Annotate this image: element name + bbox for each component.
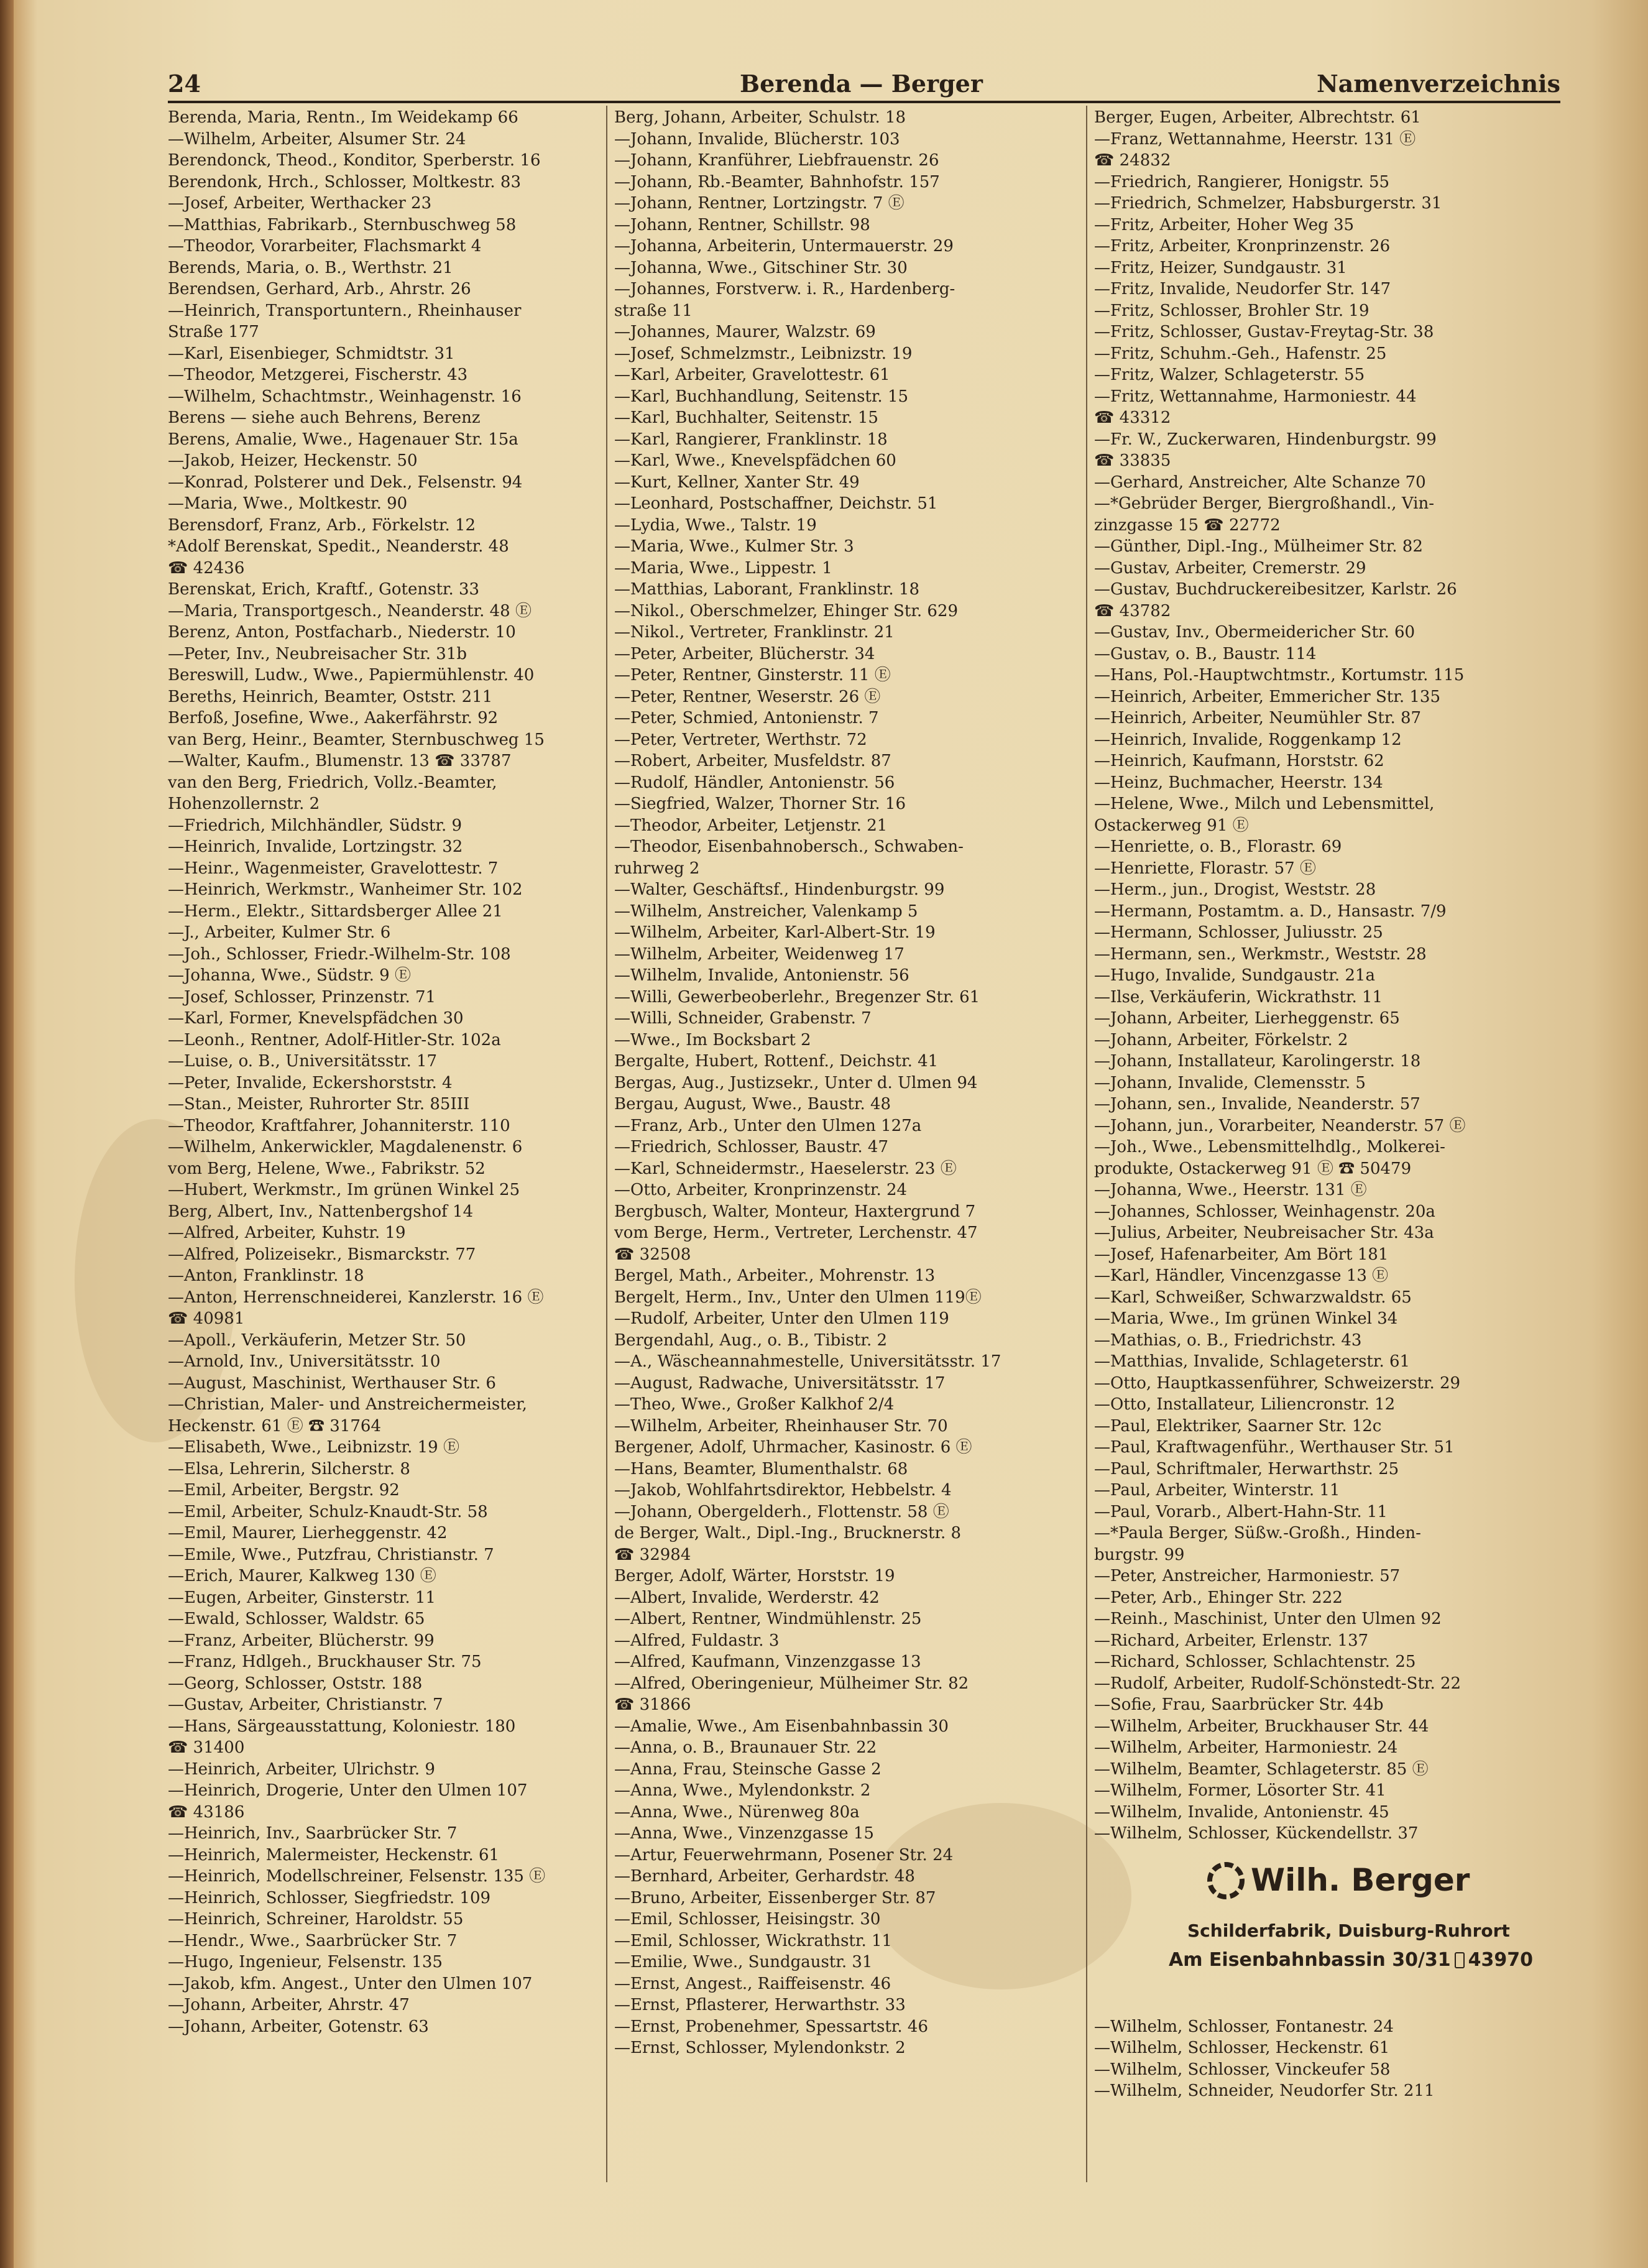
directory-entry: ☎ 32508 xyxy=(614,1245,691,1264)
directory-entry: de Berger, Walt., Dipl.-Ing., Brucknerstr. 8 xyxy=(614,1524,962,1542)
directory-entry: —Johanna, Wwe., Südstr. 9 Ⓔ xyxy=(168,966,411,985)
directory-entry: —Artur, Feuerwehrmann, Posener Str. 24 xyxy=(614,1845,954,1865)
directory-entry: —Helene, Wwe., Milch und Lebensmittel, xyxy=(1094,795,1435,813)
directory-entry: —Johannes, Schlosser, Weinhagenstr. 20a xyxy=(1094,1202,1435,1221)
column-1 xyxy=(168,107,647,2037)
page-number: 24 xyxy=(168,70,201,98)
directory-entry: —Alfred, Kaufmann, Vinzenzgasse 13 xyxy=(614,1653,921,1671)
directory-entry: —Ernst, Pflasterer, Herwarthstr. 33 xyxy=(614,1996,906,2014)
directory-entry: —Heinrich, Invalide, Roggenkamp 12 xyxy=(1094,730,1402,749)
directory-entry: —Alfred, Polizeisekr., Bismarckstr. 77 xyxy=(168,1245,476,1264)
directory-entry: —Peter, Arb., Ehinger Str. 222 xyxy=(1094,1588,1343,1607)
page-header xyxy=(168,66,1560,102)
directory-entry: —Wilhelm, Schachtmstr., Weinhagenstr. 16 xyxy=(168,387,522,406)
directory-entry: Berendonk, Hrch., Schlosser, Moltkestr. 83 xyxy=(168,172,522,191)
directory-entry: —Herm., Elektr., Sittardsberger Allee 21 xyxy=(168,901,503,921)
directory-entry: —Leonh., Rentner, Adolf-Hitler-Str. 102a xyxy=(168,1030,501,1049)
directory-entry: —Bernhard, Arbeiter, Gerhardstr. 48 xyxy=(614,1867,915,1886)
directory-entry: Berg, Johann, Arbeiter, Schulstr. 18 xyxy=(614,108,906,127)
directory-entry: —Karl, Buchhandlung, Seitenstr. 15 xyxy=(614,387,909,406)
directory-entry: —Anton, Herrenschneiderei, Kanzlerstr. 16 Ⓔ xyxy=(168,1288,544,1307)
directory-entry: ☎ 42436 xyxy=(168,558,245,578)
directory-entry: —Franz, Arb., Unter den Ulmen 127a xyxy=(614,1116,922,1135)
directory-entry: —Robert, Arbeiter, Musfeldstr. 87 xyxy=(614,752,891,770)
directory-entry: Bergendahl, Aug., o. B., Tibistr. 2 xyxy=(614,1330,888,1350)
directory-entry: —Georg, Schlosser, Oststr. 188 xyxy=(168,1674,423,1693)
directory-entry: —Johann, Rentner, Lortzingstr. 7 Ⓔ xyxy=(614,194,905,213)
directory-entry: Bergelt, Herm., Inv., Unter den Ulmen 119Ⓔ xyxy=(614,1288,982,1307)
directory-entry: —Fritz, Walzer, Schlageterstr. 55 xyxy=(1094,366,1365,384)
directory-entry: —August, Maschinist, Werthauser Str. 6 xyxy=(168,1373,496,1393)
directory-entry: —Wilhelm, Arbeiter, Karl-Albert-Str. 19 xyxy=(614,923,936,942)
directory-entry: —Paul, Kraftwagenführ., Werthauser Str. 51 xyxy=(1094,1438,1455,1457)
directory-entry: burgstr. 99 xyxy=(1094,1545,1185,1564)
directory-entry: —Johann, Kranführer, Liebfrauenstr. 26 xyxy=(614,151,939,170)
directory-entry: ☎ 43782 xyxy=(1094,601,1171,620)
directory-entry: —Maria, Transportgesch., Neanderstr. 48 Ⓔ xyxy=(168,601,532,620)
directory-entry: Berfoß, Josefine, Wwe., Aakerfährstr. 92 xyxy=(168,709,499,727)
directory-entry: —Emil, Schlosser, Wickrathstr. 11 xyxy=(614,1931,893,1950)
page-title: Berenda — Berger xyxy=(740,70,983,98)
directory-entry: —Luise, o. B., Universitätsstr. 17 xyxy=(168,1052,438,1071)
directory-entry: —Richard, Arbeiter, Erlenstr. 137 xyxy=(1094,1631,1369,1650)
directory-entry: —Walter, Geschäftsf., Hindenburgstr. 99 xyxy=(614,880,945,899)
directory-entry: —Karl, Schneidermstr., Haeselerstr. 23 Ⓔ xyxy=(614,1159,957,1178)
directory-entry: —Johanna, Wwe., Gitschiner Str. 30 xyxy=(614,258,908,277)
directory-entry: —Josef, Arbeiter, Werthacker 23 xyxy=(168,194,432,213)
directory-entry: —Wilhelm, Ankerwickler, Magdalenenstr. 6 xyxy=(168,1138,523,1156)
directory-entry: —Johann, Rentner, Schillstr. 98 xyxy=(614,215,870,234)
directory-entry: ☎ 43186 xyxy=(168,1802,245,1822)
directory-entry: —Wilhelm, Arbeiter, Alsumer Str. 24 xyxy=(168,129,466,149)
directory-entry: —Wilhelm, Beamter, Schlageterstr. 85 Ⓔ xyxy=(1094,1759,1429,1779)
ring-logo-icon xyxy=(1206,1861,1246,1901)
ad-business-line: Schilderfabrik, Duisburg-Ruhrort xyxy=(1187,1920,1510,1941)
directory-entry: Bergalte, Hubert, Rottenf., Deichstr. 41 xyxy=(614,1052,939,1071)
directory-entry: —Emil, Schlosser, Heisingstr. 30 xyxy=(614,1910,881,1929)
directory-entry: —Paul, Schriftmaler, Herwarthstr. 25 xyxy=(1094,1459,1399,1478)
directory-entry: —Wilhelm, Former, Lösorter Str. 41 xyxy=(1094,1781,1386,1800)
directory-entry: —Hermann, Postamtm. a. D., Hansastr. 7/9 xyxy=(1094,901,1447,921)
directory-entry: —Wilhelm, Schneider, Neudorfer Str. 211 xyxy=(1094,2081,1435,2100)
directory-entry: —Paul, Elektriker, Saarner Str. 12c xyxy=(1094,1416,1382,1436)
directory-entry: —Apoll., Verkäuferin, Metzer Str. 50 xyxy=(168,1330,466,1350)
directory-entry: —Josef, Schlosser, Prinzenstr. 71 xyxy=(168,987,436,1007)
directory-entry: —Ernst, Schlosser, Mylendonkstr. 2 xyxy=(614,2039,906,2057)
directory-entry: —Maria, Wwe., Im grünen Winkel 34 xyxy=(1094,1309,1398,1328)
directory-entry: Bergener, Adolf, Uhrmacher, Kasinostr. 6 Ⓔ xyxy=(614,1438,972,1457)
directory-entry: —Gustav, Arbeiter, Christianstr. 7 xyxy=(168,1695,443,1714)
directory-entry: —Heinrich, Arbeiter, Ulrichstr. 9 xyxy=(168,1759,435,1779)
directory-entry: —Alfred, Arbeiter, Kuhstr. 19 xyxy=(168,1224,406,1242)
directory-entry: —Theodor, Metzgerei, Fischerstr. 43 xyxy=(168,366,468,384)
directory-entry: —Christian, Maler- und Anstreichermeister, xyxy=(168,1395,527,1414)
directory-entry: —*Paula Berger, Süßw.-Großh., Hinden- xyxy=(1094,1524,1421,1542)
directory-entry: —Peter, Schmied, Antonienstr. 7 xyxy=(614,709,879,727)
directory-entry: Bergas, Aug., Justizsekr., Unter d. Ulmen 94 xyxy=(614,1073,978,1092)
directory-entry: —Matthias, Laborant, Franklinstr. 18 xyxy=(614,580,919,599)
directory-entry: —A., Wäscheannahmestelle, Universitätsstr. 17 xyxy=(614,1352,1001,1371)
directory-entry: —Friedrich, Schmelzer, Habsburgerstr. 31 xyxy=(1094,194,1442,213)
directory-entry: —Fritz, Heizer, Sundgaustr. 31 xyxy=(1094,258,1347,277)
directory-entry: —Fr. W., Zuckerwaren, Hindenburgstr. 99 xyxy=(1094,430,1437,449)
directory-entry: —Johann, Obergelderh., Flottenstr. 58 Ⓔ xyxy=(614,1502,949,1521)
directory-entry: —Franz, Wettannahme, Heerstr. 131 Ⓔ xyxy=(1094,129,1416,149)
directory-entry: —Jakob, kfm. Angest., Unter den Ulmen 107 xyxy=(168,1974,533,1993)
directory-entry: —Hermann, sen., Werkmstr., Weststr. 28 xyxy=(1094,944,1427,964)
directory-entry: —Gustav, o. B., Baustr. 114 xyxy=(1094,644,1317,663)
directory-entry: —Rudolf, Arbeiter, Unter den Ulmen 119 xyxy=(614,1309,949,1328)
directory-entry: —Heinrich, Drogerie, Unter den Ulmen 107 xyxy=(168,1781,528,1800)
ad-phone: 43970 xyxy=(1468,1948,1534,1971)
directory-entry: —Lydia, Wwe., Talstr. 19 xyxy=(614,515,817,535)
header-rule xyxy=(168,101,1560,103)
directory-entry: —Wilhelm, Anstreicher, Valenkamp 5 xyxy=(614,901,918,921)
directory-entry: *Adolf Berenskat, Spedit., Neanderstr. 48 xyxy=(168,537,509,556)
directory-entry: —Jakob, Heizer, Heckenstr. 50 xyxy=(168,451,418,470)
directory-entry: —Ernst, Probenehmer, Spessartstr. 46 xyxy=(614,2017,928,2036)
directory-entry: Berger, Eugen, Arbeiter, Albrechtstr. 61 xyxy=(1094,108,1421,127)
directory-entry: —Johann, Invalide, Clemensstr. 5 xyxy=(1094,1073,1366,1092)
directory-entry: —Fritz, Wettannahme, Harmoniestr. 44 xyxy=(1094,387,1417,406)
directory-entry: —Emil, Arbeiter, Schulz-Knaudt-Str. 58 xyxy=(168,1502,488,1521)
directory-entry: ruhrweg 2 xyxy=(614,859,700,878)
ad-address: Am Eisenbahnbassin 30/31 xyxy=(1169,1948,1451,1971)
directory-entry: —Heinrich, Transportuntern., Rheinhauser xyxy=(168,301,522,320)
directory-entry: —Wilhelm, Arbeiter, Weidenweg 17 xyxy=(614,944,905,964)
directory-entry: —Heinz, Buchmacher, Heerstr. 134 xyxy=(1094,773,1383,792)
directory-entry: —Johann, sen., Invalide, Neanderstr. 57 xyxy=(1094,1095,1420,1113)
directory-entry: —Peter, Rentner, Ginsterstr. 11 Ⓔ xyxy=(614,666,891,685)
directory-entry: —Sofie, Frau, Saarbrücker Str. 44b xyxy=(1094,1695,1384,1714)
directory-entry: —Anna, o. B., Braunauer Str. 22 xyxy=(614,1738,877,1757)
directory-entry: —Günther, Dipl.-Ing., Mülheimer Str. 82 xyxy=(1094,537,1423,556)
directory-entry: Berenz, Anton, Postfacharb., Niederstr. 10 xyxy=(168,623,516,642)
directory-entry: ☎ 33835 xyxy=(1094,451,1171,470)
directory-entry: —Theodor, Kraftfahrer, Johanniterstr. 110 xyxy=(168,1116,510,1135)
directory-entry: —Erich, Maurer, Kalkweg 130 Ⓔ xyxy=(168,1567,436,1585)
directory-entry: —Wilhelm, Schlosser, Heckenstr. 61 xyxy=(1094,2039,1390,2057)
column-2 xyxy=(614,107,1093,2059)
directory-entry: —Heinrich, Schlosser, Siegfriedstr. 109 xyxy=(168,1888,491,1907)
directory-entry: —Karl, Schweißer, Schwarzwaldstr. 65 xyxy=(1094,1288,1412,1307)
directory-entry: —Anna, Frau, Steinsche Gasse 2 xyxy=(614,1759,882,1779)
directory-entry: —Walter, Kaufm., Blumenstr. 13 ☎ 33787 xyxy=(168,752,512,770)
directory-entry: —Wilhelm, Invalide, Antonienstr. 56 xyxy=(614,966,909,985)
directory-entry: —Otto, Arbeiter, Kronprinzenstr. 24 xyxy=(614,1181,908,1199)
directory-entry: —Matthias, Invalide, Schlageterstr. 61 xyxy=(1094,1352,1411,1371)
directory-entry: vom Berge, Herm., Vertreter, Lerchenstr. 47 xyxy=(614,1224,978,1242)
directory-entry: —Rudolf, Arbeiter, Rudolf-Schönstedt-Str. 22 xyxy=(1094,1674,1462,1693)
directory-entry: Berens — siehe auch Behrens, Berenz xyxy=(168,408,481,427)
directory-entry: —Heinrich, Invalide, Lortzingstr. 32 xyxy=(168,837,463,856)
directory-entry: —Wwe., Im Bocksbart 2 xyxy=(614,1030,811,1049)
directory-entry: —Karl, Former, Knevelspfädchen 30 xyxy=(168,1009,464,1028)
directory-entry: ☎ 32984 xyxy=(614,1545,691,1564)
directory-entry: —Otto, Hauptkassenführer, Schweizerstr. 29 xyxy=(1094,1373,1461,1393)
directory-entry: —August, Radwache, Universitätsstr. 17 xyxy=(614,1373,946,1393)
directory-entry: —Heinrich, Inv., Saarbrücker Str. 7 xyxy=(168,1824,458,1843)
directory-entry: —Paul, Vorarb., Albert-Hahn-Str. 11 xyxy=(1094,1502,1388,1521)
directory-entry: Berendsen, Gerhard, Arb., Ahrstr. 26 xyxy=(168,280,471,298)
directory-entry: produkte, Ostackerweg 91 Ⓔ ☎ 50479 xyxy=(1094,1159,1412,1178)
directory-entry: —Franz, Arbeiter, Blücherstr. 99 xyxy=(168,1631,435,1650)
directory-entry: —Theodor, Eisenbahnobersch., Schwaben- xyxy=(614,837,964,856)
directory-entry: —Anna, Wwe., Nürenweg 80a xyxy=(614,1802,860,1822)
directory-entry: —Maria, Wwe., Lippestr. 1 xyxy=(614,558,832,578)
directory-entry: —Peter, Rentner, Weserstr. 26 Ⓔ xyxy=(614,687,881,706)
directory-entry: —Henriette, o. B., Florastr. 69 xyxy=(1094,837,1342,856)
directory-entry: vom Berg, Helene, Wwe., Fabrikstr. 52 xyxy=(168,1159,486,1178)
directory-entry: —Gustav, Arbeiter, Cremerstr. 29 xyxy=(1094,558,1366,578)
directory-entry: ☎ 40981 xyxy=(168,1309,245,1328)
directory-entry: —Ilse, Verkäuferin, Wickrathstr. 11 xyxy=(1094,987,1383,1007)
directory-entry: —Wilhelm, Schlosser, Vinckeufer 58 xyxy=(1094,2060,1391,2079)
directory-entry: —Amalie, Wwe., Am Eisenbahnbassin 30 xyxy=(614,1717,949,1736)
directory-entry: —Peter, Arbeiter, Blücherstr. 34 xyxy=(614,644,875,663)
directory-entry: —Johann, Arbeiter, Lierheggenstr. 65 xyxy=(1094,1009,1400,1028)
directory-entry: —Stan., Meister, Ruhrorter Str. 85III xyxy=(168,1095,470,1113)
directory-entry: —Emile, Wwe., Putzfrau, Christianstr. 7 xyxy=(168,1545,494,1564)
directory-entry: Heckenstr. 61 Ⓔ ☎ 31764 xyxy=(168,1416,381,1436)
directory-entry: —Wilhelm, Schlosser, Kückendellstr. 37 xyxy=(1094,1824,1419,1843)
directory-entry: zinzgasse 15 ☎ 22772 xyxy=(1094,515,1281,535)
directory-entry: —Rudolf, Händler, Antonienstr. 56 xyxy=(614,773,895,792)
directory-entry: —Karl, Eisenbieger, Schmidtstr. 31 xyxy=(168,344,455,363)
directory-entry: —Heinrich, Arbeiter, Neumühler Str. 87 xyxy=(1094,709,1422,727)
directory-entry: —Nikol., Oberschmelzer, Ehinger Str. 629 xyxy=(614,601,959,620)
directory-entry: —Siegfried, Walzer, Thorner Str. 16 xyxy=(614,795,906,813)
directory-entry: —Fritz, Schuhm.-Geh., Hafenstr. 25 xyxy=(1094,344,1387,363)
directory-entry: —Maria, Wwe., Kulmer Str. 3 xyxy=(614,537,854,556)
directory-entry: —Johanna, Arbeiterin, Untermauerstr. 29 xyxy=(614,237,954,256)
directory-entry: Bergbusch, Walter, Monteur, Haxtergrund 7 xyxy=(614,1202,976,1221)
directory-entry: —Otto, Installateur, Liliencronstr. 12 xyxy=(1094,1395,1396,1414)
directory-entry: Straße 177 xyxy=(168,323,259,341)
directory-entry: —Heinrich, Werkmstr., Wanheimer Str. 102 xyxy=(168,880,523,899)
directory-entry: —Anna, Wwe., Vinzenzgasse 15 xyxy=(614,1824,874,1843)
directory-entry: —Peter, Inv., Neubreisacher Str. 31b xyxy=(168,644,467,663)
directory-entry: ☎ 31866 xyxy=(614,1695,691,1714)
directory-entry: —Fritz, Arbeiter, Hoher Weg 35 xyxy=(1094,215,1355,234)
directory-entry: —Johann, Arbeiter, Ahrstr. 47 xyxy=(168,1996,410,2014)
directory-entry: van Berg, Heinr., Beamter, Sternbuschweg 15 xyxy=(168,730,545,749)
directory-entry: —Reinh., Maschinist, Unter den Ulmen 92 xyxy=(1094,1610,1442,1628)
directory-entry: —Konrad, Polsterer und Dek., Felsenstr. 94 xyxy=(168,472,523,492)
directory-entry: —Herm., jun., Drogist, Weststr. 28 xyxy=(1094,880,1376,899)
directory-entry: —Johann, Arbeiter, Förkelstr. 2 xyxy=(1094,1030,1348,1049)
directory-entry: —Emilie, Wwe., Sundgaustr. 31 xyxy=(614,1953,873,1971)
directory-entry: —Elisabeth, Wwe., Leibnizstr. 19 Ⓔ xyxy=(168,1438,459,1457)
directory-entry: —Joh., Schlosser, Friedr.-Wilhelm-Str. 108 xyxy=(168,944,511,964)
directory-entry: Berendonck, Theod., Konditor, Sperberstr. 16 xyxy=(168,151,541,170)
directory-entry: —Karl, Rangierer, Franklinstr. 18 xyxy=(614,430,888,449)
directory-entry: —Theodor, Arbeiter, Letjenstr. 21 xyxy=(614,816,888,835)
directory-entry: —Friedrich, Schlosser, Baustr. 47 xyxy=(614,1138,888,1156)
directory-entry: —J., Arbeiter, Kulmer Str. 6 xyxy=(168,923,391,942)
directory-entry: —Kurt, Kellner, Xanter Str. 49 xyxy=(614,472,860,492)
directory-entry: —Franz, Hdlgeh., Bruckhauser Str. 75 xyxy=(168,1653,482,1671)
directory-entry: —Wilhelm, Arbeiter, Harmoniestr. 24 xyxy=(1094,1738,1398,1757)
directory-entry: —Johann, jun., Vorarbeiter, Neanderstr. 57 Ⓔ xyxy=(1094,1116,1466,1135)
directory-entry: —Wilhelm, Arbeiter, Bruckhauser Str. 44 xyxy=(1094,1717,1429,1736)
directory-entry: —Heinrich, Schreiner, Haroldstr. 55 xyxy=(168,1910,464,1929)
directory-entry: —Willi, Gewerbeoberlehr., Bregenzer Str. 61 xyxy=(614,987,980,1007)
directory-entry: —Johann, Arbeiter, Gotenstr. 63 xyxy=(168,2017,429,2036)
directory-entry: —Nikol., Vertreter, Franklinstr. 21 xyxy=(614,623,895,642)
directory-entry: —Karl, Händler, Vincenzgasse 13 Ⓔ xyxy=(1094,1266,1389,1285)
directory-entry: —Elsa, Lehrerin, Silcherstr. 8 xyxy=(168,1459,410,1478)
directory-entry: Ostackerweg 91 Ⓔ xyxy=(1094,816,1249,835)
directory-entry: ☎ 43312 xyxy=(1094,408,1171,427)
directory-entry: —Bruno, Arbeiter, Eissenberger Str. 87 xyxy=(614,1888,936,1907)
directory-entry: —Eugen, Arbeiter, Ginsterstr. 11 xyxy=(168,1588,436,1607)
directory-entry: —Theodor, Vorarbeiter, Flachsmarkt 4 xyxy=(168,237,482,256)
directory-entry: —Josef, Hafenarbeiter, Am Bört 181 xyxy=(1094,1245,1389,1264)
directory-entry: —Heinrich, Arbeiter, Emmericher Str. 135 xyxy=(1094,687,1440,706)
advertisement xyxy=(1113,1856,1560,2005)
directory-entry: —Karl, Wwe., Knevelspfädchen 60 xyxy=(614,451,896,470)
directory-entry: Berensdorf, Franz, Arb., Förkelstr. 12 xyxy=(168,515,476,535)
directory-entry: —Henriette, Florastr. 57 Ⓔ xyxy=(1094,859,1316,878)
directory-entry: —Fritz, Schlosser, Gustav-Freytag-Str. 38 xyxy=(1094,323,1434,341)
directory-entry: —Ewald, Schlosser, Waldstr. 65 xyxy=(168,1610,425,1628)
directory-entry: ☎ 31400 xyxy=(168,1738,245,1757)
directory-entry: —Karl, Buchhalter, Seitenstr. 15 xyxy=(614,408,878,427)
directory-entry: —Johann, Invalide, Blücherstr. 103 xyxy=(614,129,900,149)
directory-entry: —Jakob, Wohlfahrtsdirektor, Hebbelstr. 4 xyxy=(614,1481,952,1500)
directory-entry: —Albert, Rentner, Windmühlenstr. 25 xyxy=(614,1610,922,1628)
directory-entry: —Anton, Franklinstr. 18 xyxy=(168,1266,364,1285)
directory-entry: —Wilhelm, Arbeiter, Rheinhauser Str. 70 xyxy=(614,1416,948,1436)
directory-entry: ☎ 24832 xyxy=(1094,151,1171,170)
directory-entry: Berg, Albert, Inv., Nattenbergshof 14 xyxy=(168,1202,474,1221)
directory-entry: —Hugo, Ingenieur, Felsenstr. 135 xyxy=(168,1953,443,1971)
directory-entry: —Peter, Anstreicher, Harmoniestr. 57 xyxy=(1094,1567,1401,1585)
directory-entry: Berger, Adolf, Wärter, Horststr. 19 xyxy=(614,1567,895,1585)
directory-entry: —Hermann, Schlosser, Juliusstr. 25 xyxy=(1094,923,1383,942)
directory-entry: —Maria, Wwe., Moltkestr. 90 xyxy=(168,494,408,513)
directory-entry: Hohenzollernstr. 2 xyxy=(168,795,320,813)
directory-entry: —Friedrich, Rangierer, Honigstr. 55 xyxy=(1094,172,1390,191)
directory-entry: —Hendr., Wwe., Saarbrücker Str. 7 xyxy=(168,1931,458,1950)
directory-entry: —Gustav, Buchdruckereibesitzer, Karlstr. 26 xyxy=(1094,580,1457,599)
directory-entry: —Wilhelm, Schlosser, Fontanestr. 24 xyxy=(1094,2017,1394,2036)
directory-entry: —Joh., Wwe., Lebensmittelhdlg., Molkerei- xyxy=(1094,1138,1445,1156)
directory-entry: straße 11 xyxy=(614,301,693,320)
column-3 xyxy=(1094,107,1573,2102)
directory-entry: Berends, Maria, o. B., Werthstr. 21 xyxy=(168,258,453,277)
directory-entry: —Hans, Särgeausstattung, Koloniestr. 180 xyxy=(168,1717,516,1736)
directory-entry: —Karl, Arbeiter, Gravelottestr. 61 xyxy=(614,366,890,384)
column-3-entries-after-ad xyxy=(1094,2016,1573,2102)
book-spine-shadow xyxy=(0,0,14,2268)
directory-entry: van den Berg, Friedrich, Vollz.-Beamter, xyxy=(168,773,497,792)
directory-entry: —Heinrich, Modellschreiner, Felsenstr. 135 Ⓔ xyxy=(168,1867,546,1886)
directory-entry: —Johannes, Forstverw. i. R., Hardenberg- xyxy=(614,280,955,298)
directory-entry: —Mathias, o. B., Friedrichstr. 43 xyxy=(1094,1330,1362,1350)
directory-entry: —Anna, Wwe., Mylendonkstr. 2 xyxy=(614,1781,871,1800)
directory-entry: —Heinr., Wagenmeister, Gravelottestr. 7 xyxy=(168,859,499,878)
directory-entry: —Fritz, Invalide, Neudorfer Str. 147 xyxy=(1094,280,1391,298)
directory-entry: —Heinrich, Malermeister, Heckenstr. 61 xyxy=(168,1845,500,1865)
directory-entry: —Heinrich, Kaufmann, Horststr. 62 xyxy=(1094,752,1384,770)
directory-entry: Berens, Amalie, Wwe., Hagenauer Str. 15a xyxy=(168,430,518,449)
directory-entry: —Johann, Rb.-Beamter, Bahnhofstr. 157 xyxy=(614,172,940,191)
directory-entry: —Hans, Pol.-Hauptwchtmstr., Kortumstr. 115 xyxy=(1094,666,1465,685)
directory-entry: —Emil, Maurer, Lierheggenstr. 42 xyxy=(168,1524,448,1542)
directory-entry: Bergau, August, Wwe., Baustr. 48 xyxy=(614,1095,891,1113)
directory-entry: —Theo, Wwe., Großer Kalkhof 2/4 xyxy=(614,1395,895,1414)
directory-entry: —Fritz, Arbeiter, Kronprinzenstr. 26 xyxy=(1094,237,1391,256)
directory-entry: —Peter, Vertreter, Werthstr. 72 xyxy=(614,730,867,749)
directory-entry: Bergel, Math., Arbeiter., Mohrenstr. 13 xyxy=(614,1266,936,1285)
directory-entry: —Julius, Arbeiter, Neubreisacher Str. 43a xyxy=(1094,1224,1434,1242)
directory-entry: —Arnold, Inv., Universitätsstr. 10 xyxy=(168,1352,441,1371)
directory-entry: —Wilhelm, Invalide, Antonienstr. 45 xyxy=(1094,1802,1389,1822)
directory-entry: —Richard, Schlosser, Schlachtenstr. 25 xyxy=(1094,1653,1416,1671)
directory-entry: —Alfred, Oberingenieur, Mülheimer Str. 82 xyxy=(614,1674,969,1693)
directory-entry: —Ernst, Angest., Raiffeisenstr. 46 xyxy=(614,1974,891,1993)
directory-entry: —Johann, Installateur, Karolingerstr. 18 xyxy=(1094,1052,1421,1071)
directory-entry: —Leonhard, Postschaffner, Deichstr. 51 xyxy=(614,494,938,513)
directory-entry: —Johannes, Maurer, Walzstr. 69 xyxy=(614,323,876,341)
column-3-entries xyxy=(1094,107,1573,1845)
directory-entry: —Josef, Schmelzmstr., Leibnizstr. 19 xyxy=(614,344,913,363)
directory-entry: Berenda, Maria, Rentn., Im Weidekamp 66 xyxy=(168,108,518,127)
telephone-icon xyxy=(1455,1952,1465,1968)
directory-entry: —Gerhard, Anstreicher, Alte Schanze 70 xyxy=(1094,472,1426,492)
directory-entry: —Gustav, Inv., Obermeidericher Str. 60 xyxy=(1094,623,1416,642)
directory-entry: —Hubert, Werkmstr., Im grünen Winkel 25 xyxy=(168,1181,520,1199)
directory-entry: —Peter, Invalide, Eckershorststr. 4 xyxy=(168,1073,453,1092)
directory-entry: —Matthias, Fabrikarb., Sternbuschweg 58 xyxy=(168,215,517,234)
section-label: Namenverzeichnis xyxy=(1316,70,1560,98)
directory-entry: —Paul, Arbeiter, Winterstr. 11 xyxy=(1094,1481,1340,1500)
ad-company-name: Wilh. Berger xyxy=(1251,1861,1470,1898)
directory-entry: —Hans, Beamter, Blumenthalstr. 68 xyxy=(614,1459,908,1478)
directory-entry: —Alfred, Fuldastr. 3 xyxy=(614,1631,780,1650)
directory-entry: —Fritz, Schlosser, Brohler Str. 19 xyxy=(1094,301,1369,320)
directory-entry: Berenskat, Erich, Kraftf., Gotenstr. 33 xyxy=(168,580,480,599)
directory-entry: Bereswill, Ludw., Wwe., Papiermühlenstr. 40 xyxy=(168,666,535,685)
directory-entry: —Emil, Arbeiter, Bergstr. 92 xyxy=(168,1481,400,1500)
directory-entry: —Friedrich, Milchhändler, Südstr. 9 xyxy=(168,816,463,835)
ad-address-line xyxy=(1169,1949,1533,1971)
directory-entry: —Albert, Invalide, Werderstr. 42 xyxy=(614,1588,880,1607)
directory-entry: —Hugo, Invalide, Sundgaustr. 21a xyxy=(1094,966,1375,985)
directory-entry: —Willi, Schneider, Grabenstr. 7 xyxy=(614,1009,872,1028)
directory-entry: —*Gebrüder Berger, Biergroßhandl., Vin- xyxy=(1094,494,1434,513)
directory-entry: —Johanna, Wwe., Heerstr. 131 Ⓔ xyxy=(1094,1181,1367,1199)
directory-entry: Bereths, Heinrich, Beamter, Oststr. 211 xyxy=(168,687,493,706)
